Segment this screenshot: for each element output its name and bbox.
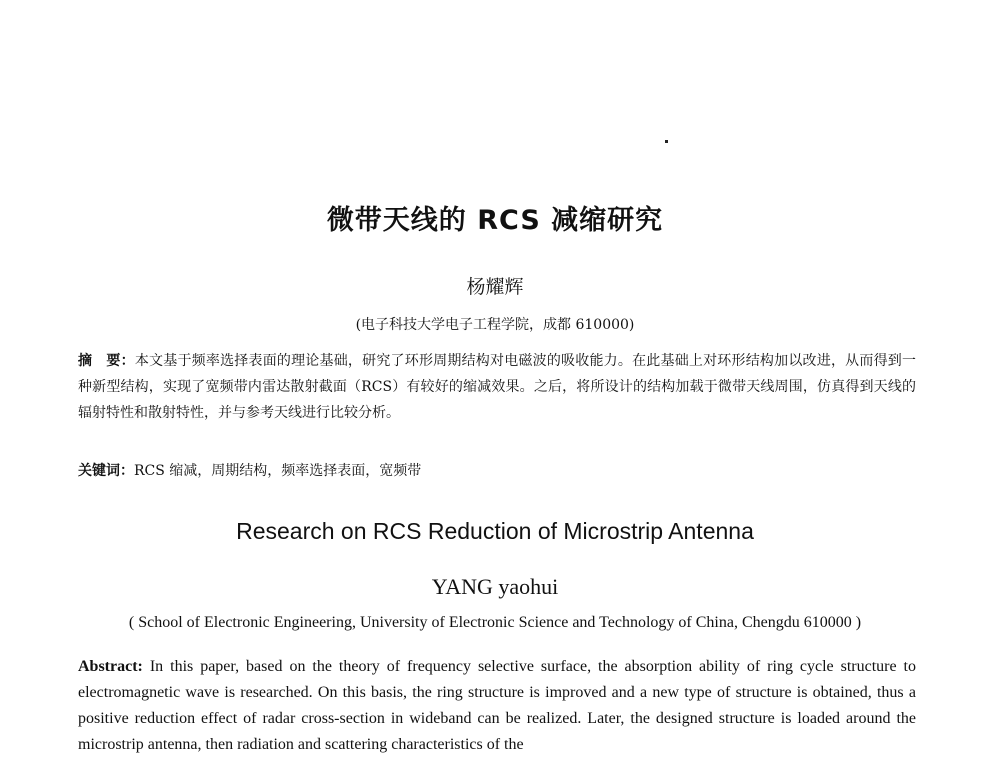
keywords-cn-label: 关键词： xyxy=(78,463,134,479)
affiliation-en: ( School of Electronic Engineering, University of Electronic Science and Technology of China, Chengdu 610000 ) xyxy=(128,614,862,631)
author-en: YANG yaohui xyxy=(431,574,559,599)
abstract-cn xyxy=(78,348,916,426)
abstract-en-label: Abstract: xyxy=(78,658,143,675)
abstract-en xyxy=(78,654,916,758)
page-mark-dot xyxy=(665,140,668,143)
keywords-cn xyxy=(78,460,421,480)
affiliation-cn: (电子科技大学电子工程学院，成都 610000) xyxy=(355,317,635,333)
paper-title-cn: 微带天线的 RCS 减缩研究 xyxy=(326,205,664,236)
author-cn: 杨耀辉 xyxy=(466,276,524,298)
abstract-en-text: In this paper, based on the theory of frequency selective surface, the absorption ability of ring cycle structure to electromagnetic wave is researched. On this basis, the ring structure is improved and a new type of structure is obtained, thus a positive reduction effect of radar cross-section in wideband can be realized. Later, the designed structure is loaded around the microstrip antenna, then radiation and scattering characteristics of the xyxy=(78,658,917,753)
abstract-cn-label: 摘 要： xyxy=(78,353,135,369)
paper-title-en: Research on RCS Reduction of Microstrip Antenna xyxy=(236,518,754,544)
abstract-cn-text: 本文基于频率选择表面的理论基础，研究了环形周期结构对电磁波的吸收能力。在此基础上对环形结构加以改进，从而得到一种新型结构，实现了宽频带内雷达散射截面（RCS）有较好的缩减效果。之后，将所设计的结构加载于微带天线周围，仿真得到天线的辐射特性和散射特性，并与参考天线进行比较分析。 xyxy=(78,353,916,421)
keywords-cn-text: RCS 缩减，周期结构，频率选择表面，宽频带 xyxy=(134,463,422,479)
